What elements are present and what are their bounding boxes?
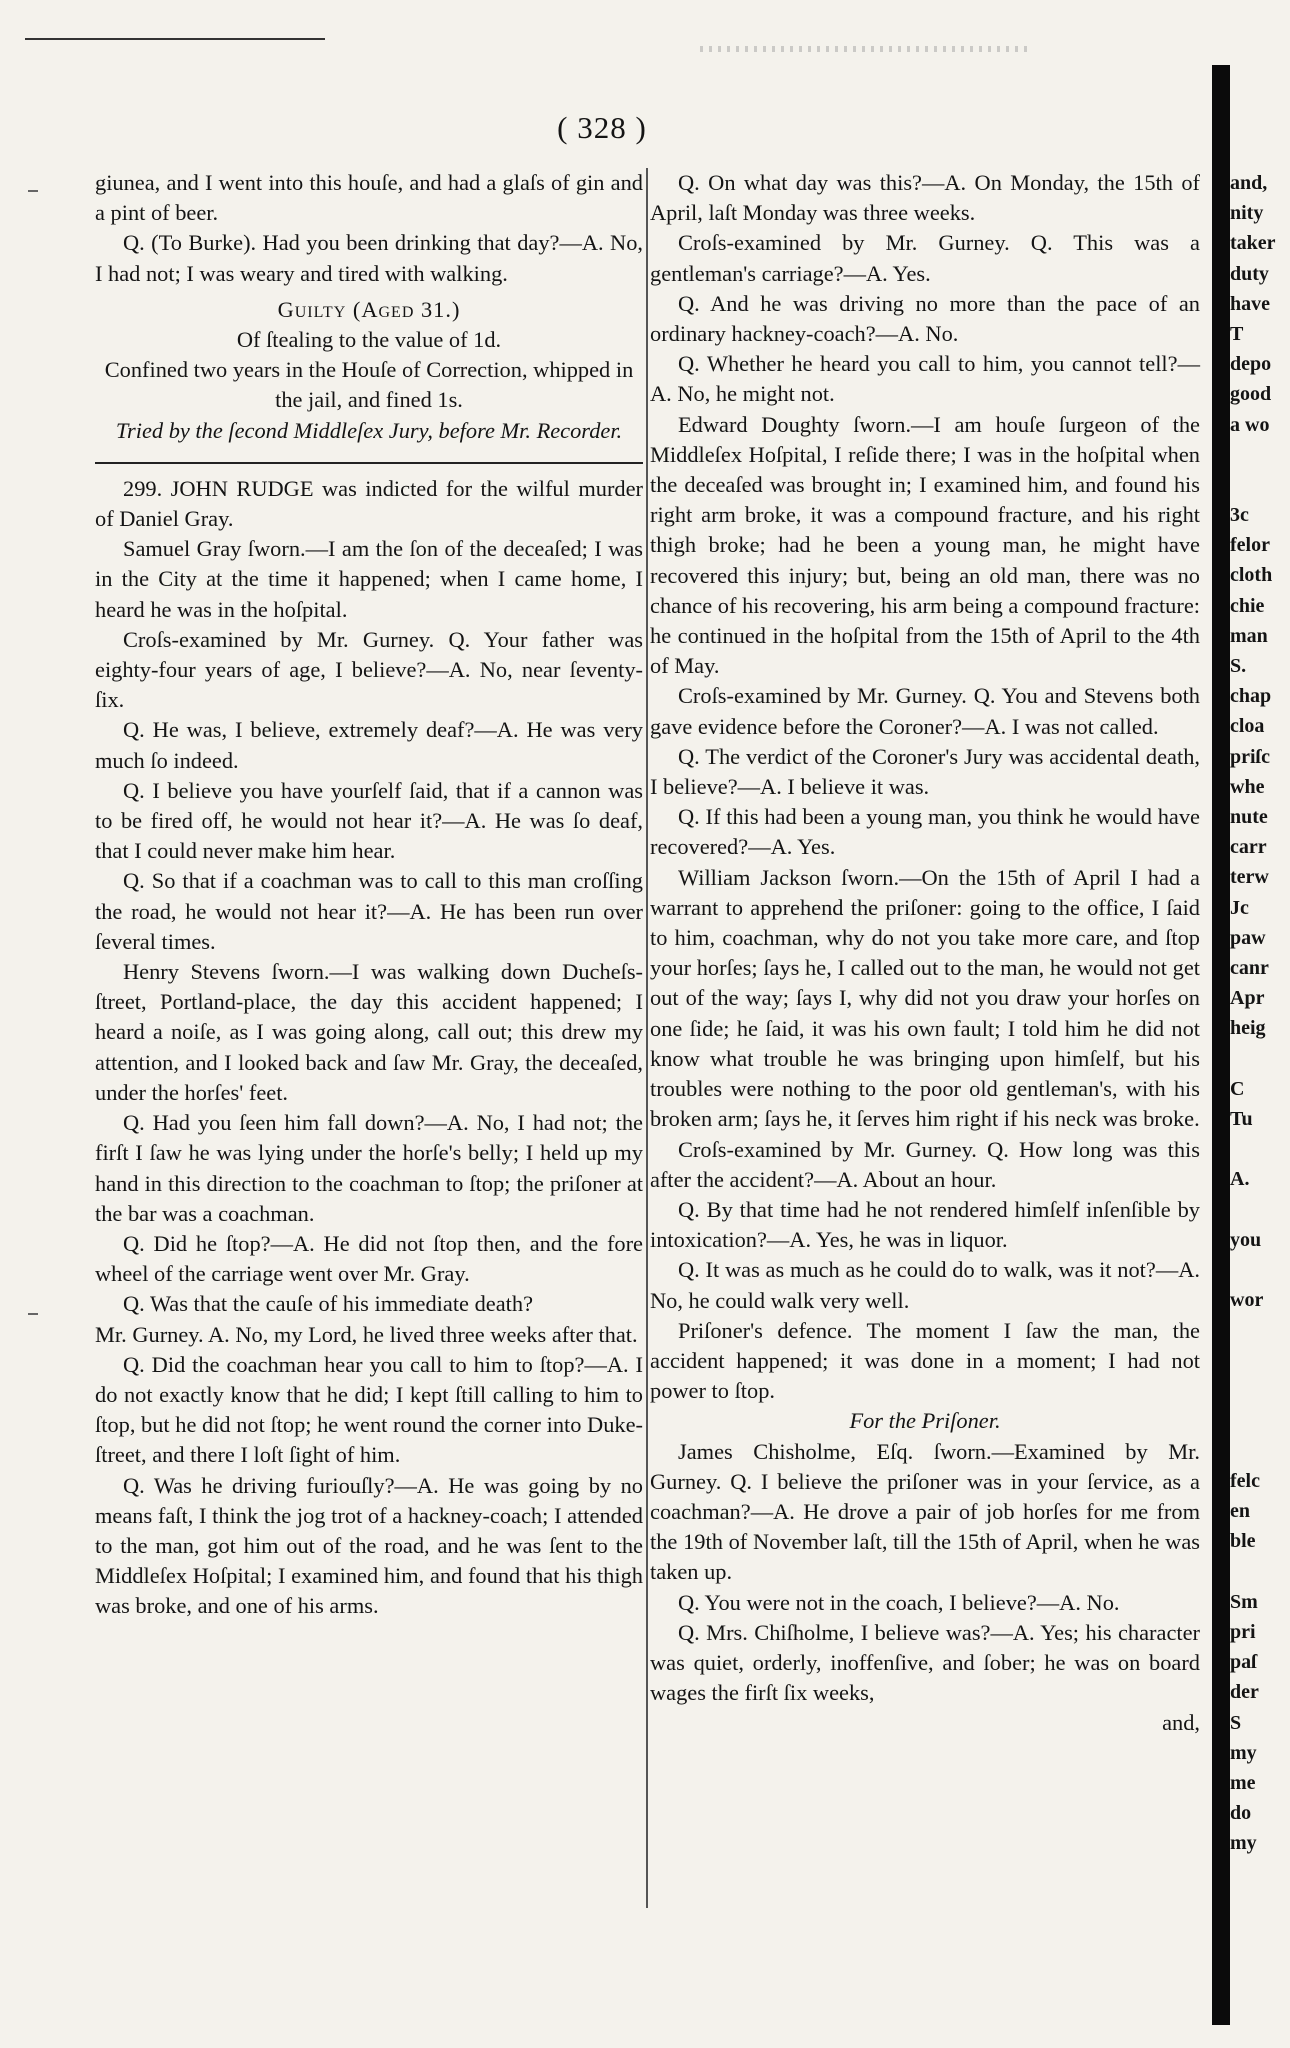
verdict-sentence: Confined two years in the Houſe of Correction, whipped in the jail, and fined 1s. <box>104 357 634 413</box>
adjacent-page-word <box>1230 1376 1290 1406</box>
testimony-paragraph: Q. Did he ſtop?—A. He did not ſtop then, and the fore wheel of the carriage went over Mr. Gray. <box>95 1230 643 1287</box>
adjacent-page-word: priſc <box>1230 745 1270 768</box>
adjacent-page-word: a wo <box>1230 413 1270 436</box>
adjacent-page-word: have <box>1230 292 1270 315</box>
testimony-paragraph: Q. The verdict of the Coroner's Jury was accidental death, I believe?—A. I believe it was. <box>650 743 1200 800</box>
verdict-jury: Tried by the ſecond Middleſex Jury, before Mr. Recorder. <box>115 417 623 443</box>
adjacent-page-word: C <box>1230 1077 1245 1100</box>
testimony-paragraph: William Jackson ſworn.—On the 15th of April I had a warrant to apprehend the priſoner: going to the office, I ſaid to him, coachman, why do not you take more care, and ſtop your horſes; ſays he, I called out to the man, he would not get out of the way; ſays I, why did not you draw your horſes on one ſide; he ſaid, it was his own fault; I told him he did not know what trouble he was bringing upon himſelf, but his troubles were nothing to the poor old gentleman's, with his broken arm; ſays he, it ſerves him right if his neck was broke. <box>650 864 1200 1132</box>
adjacent-page-word: canr <box>1230 956 1269 979</box>
testimony-paragraph: Q. You were not in the coach, I believe?—A. No. <box>678 1589 1120 1615</box>
adjacent-page-word: my <box>1230 1832 1257 1855</box>
adjacent-page-word: depo <box>1230 353 1272 376</box>
adjacent-page-word: nute <box>1230 805 1268 828</box>
adjacent-page-word: chie <box>1230 594 1265 617</box>
right-column <box>650 168 1200 1739</box>
testimony-paragraph: Q. On what day was this?—A. On Monday, the 15th of April, laſt Monday was three weeks. <box>650 170 1200 226</box>
adjacent-page-word: cloa <box>1230 715 1265 738</box>
case-heading: 299. JOHN RUDGE was indicted for the wilful murder of Daniel Gray. <box>95 475 643 532</box>
testimony-paragraph: Mr. Gurney. A. No, my Lord, he lived three weeks after that. <box>95 1321 638 1347</box>
adjacent-page-word: nity <box>1230 202 1264 225</box>
testimony-paragraph: Priſoner's defence. The moment I ſaw the man, the accident happened; it was done in a moment; I had not power to ſtop. <box>650 1317 1200 1404</box>
adjacent-page-word <box>1230 470 1290 500</box>
verdict-guilty: Guilty (Aged 31.) <box>277 296 461 322</box>
adjacent-page-word: do <box>1230 1802 1252 1825</box>
testimony-paragraph: Croſs-examined by Mr. Gurney. Q. How long was this after the accident?—A. About an hour. <box>650 1136 1200 1192</box>
adjacent-page-word: duty <box>1230 262 1269 285</box>
adjacent-page-word <box>1230 440 1290 470</box>
print-smudge <box>700 46 1030 52</box>
catchword: and, <box>1162 1710 1200 1736</box>
adjacent-page-word: felc <box>1230 1470 1260 1493</box>
verdict-block <box>95 295 643 446</box>
adjacent-page-word <box>1230 1436 1290 1466</box>
testimony-paragraph: James Chisholme, Eſq. ſworn.—Examined by Mr. Gurney. Q. I believe the priſoner was in your ſervice, as a coachman?—A. He drove a pair of job horſes for me from the 19th of November laſt, till the 15th of April, when he was taken up. <box>650 1438 1200 1585</box>
testimony-paragraph: Croſs-examined by Mr. Gurney. Q. You and Stevens both gave evidence before the Coroner?—A. I was not called. <box>650 683 1200 739</box>
adjacent-page-word: me <box>1230 1771 1256 1794</box>
testimony-paragraph: Q. If this had been a young man, you think he would have recovered?—A. Yes. <box>650 804 1200 860</box>
adjacent-page-word: paw <box>1230 926 1266 949</box>
testimony-paragraph: Q. It was as much as he could do to walk, was it not?—A. No, he could walk very well. <box>650 1257 1200 1313</box>
testimony-paragraph: Edward Doughty ſworn.—I am houſe ſurgeon of the Middleſex Hoſpital, I reſide there; I was in the hoſpital when the deceaſed was brought in; I examined him, and found his right arm broke, it was a compound fracture, and his right thigh broke; had he been a young man, he might have recovered this injury; but, being an old man, there was no chance of his recovering, his arm being a compound fracture: he continued in the hoſpital from the 15th of April to the 4th of May. <box>650 411 1200 679</box>
page-number: ( 328 ) <box>557 110 647 145</box>
testimony-paragraph: Q. Whether he heard you call to him, you cannot tell?—A. No, he might not. <box>650 351 1200 407</box>
testimony-paragraph: Q. Mrs. Chiſholme, I believe was?—A. Yes; his character was quiet, orderly, inoffenſive, and ſober; he was on board wages the firſt ſix weeks, <box>650 1619 1200 1706</box>
testimony-paragraph: Q. Did the coachman hear you call to him to ſtop?—A. I do not exactly know that he did; I kept ſtill calling to him to ſtop, but he did not ſtop; he went round the corner into Duke-ſtreet, and there I loſt ſight of him. <box>95 1351 643 1468</box>
for-the-prisoner-heading: For the Priſoner. <box>849 1408 1001 1434</box>
testimony-paragraph: Q. So that if a coachman was to call to this man croſſing the road, he would not hear it?—A. He has been run over ſeveral times. <box>95 868 643 954</box>
testimony-paragraph: Croſs-examined by Mr. Gurney. Q. Your father was eighty-four years of age, I believe?—A. No, near ſeventy-ſix. <box>95 626 643 713</box>
adjacent-page-word: Tu <box>1230 1107 1253 1130</box>
continued-text: giunea, and I went into this houſe, and had a glaſs of gin and a pint of beer. <box>95 170 643 226</box>
adjacent-page-word: carr <box>1230 836 1267 859</box>
adjacent-page-word <box>1230 1134 1290 1164</box>
testimony-paragraph: Q. He was, I believe, extremely deaf?—A. He was very much ſo indeed. <box>95 717 643 773</box>
adjacent-page-word <box>1230 1557 1290 1587</box>
adjacent-page-word: heig <box>1230 1017 1266 1040</box>
left-column <box>95 168 643 1622</box>
testimony-paragraph: Q. Was that the cauſe of his immediate death? <box>123 1291 534 1317</box>
book-binding-gutter <box>1212 65 1230 2025</box>
adjacent-page-word: Sm <box>1230 1590 1258 1613</box>
question-to-burke: Q. (To Burke). Had you been drinking that day?—A. No, I had not; I was weary and tired with walking. <box>95 230 643 286</box>
adjacent-page-word: A. <box>1230 1168 1250 1191</box>
top-rule <box>25 38 325 40</box>
adjacent-page-word: whe <box>1230 775 1265 798</box>
adjacent-page-word: you <box>1230 1228 1262 1251</box>
adjacent-page-word: taker <box>1230 232 1276 255</box>
adjacent-page-word <box>1230 1315 1290 1345</box>
adjacent-page-word: der <box>1230 1681 1259 1704</box>
adjacent-page-word: S <box>1230 1711 1242 1734</box>
adjacent-page-word: chap <box>1230 685 1272 708</box>
adjacent-page-word <box>1230 1406 1290 1436</box>
verdict-offence: Of ſtealing to the value of 1d. <box>236 327 502 353</box>
testimony-paragraph: Q. Had you ſeen him fall down?—A. No, I had not; the firſt I ſaw he was lying under the horſe's belly; I held up my hand in this direction to the coachman to ſtop; the priſoner at the bar was a coachman. <box>95 1110 643 1226</box>
column-divider <box>646 168 648 1908</box>
adjacent-page-word: felor <box>1230 534 1270 557</box>
adjacent-page-word: man <box>1230 624 1268 647</box>
adjacent-page-word <box>1230 1255 1290 1285</box>
adjacent-page-word <box>1230 1345 1290 1375</box>
adjacent-page-word: 3c <box>1230 504 1249 527</box>
testimony-paragraph: Q. By that time had he not rendered himſelf inſenſible by intoxication?—A. Yes, he was in liquor. <box>650 1196 1200 1253</box>
adjacent-page-word: terw <box>1230 866 1269 889</box>
margin-mark <box>28 190 38 192</box>
testimony-paragraph: Q. I believe you have yourſelf ſaid, that if a cannon was to be fired off, he would not hear it?—A. He was ſo deaf, that I could never make him hear. <box>95 777 643 864</box>
adjacent-page-word: cloth <box>1230 564 1273 587</box>
adjacent-page-word <box>1230 1043 1290 1073</box>
adjacent-page-word: Jc <box>1230 896 1249 919</box>
testimony-paragraph: Croſs-examined by Mr. Gurney. Q. This was a gentleman's carriage?—A. Yes. <box>650 230 1200 286</box>
adjacent-page-word: S. <box>1230 655 1247 677</box>
adjacent-page-word: en <box>1230 1500 1250 1523</box>
margin-mark <box>28 1313 38 1315</box>
section-divider <box>95 462 643 464</box>
adjacent-page-word: pri <box>1230 1621 1256 1643</box>
testimony-paragraph: Q. And he was driving no more than the pace of an ordinary hackney-coach?—A. No. <box>650 290 1200 347</box>
adjacent-page-word: paſ <box>1230 1651 1257 1674</box>
adjacent-page-word: good <box>1230 383 1272 406</box>
adjacent-page-word: Apr <box>1230 987 1265 1010</box>
testimony-paragraph: Samuel Gray ſworn.—I am the ſon of the deceaſed; I was in the City at the time it happened; when I came home, I heard he was in the hoſpital. <box>95 536 643 622</box>
adjacent-page-word: T <box>1230 322 1244 345</box>
testimony-paragraph: Henry Stevens ſworn.—I was walking down Ducheſs-ſtreet, Portland-place, the day this accident happened; I heard a noiſe, as I was going along, call out; this drew my attention, and I looked back and ſaw Mr. Gray, the deceaſed, under the horſes' feet. <box>95 959 643 1105</box>
adjacent-page-word: ble <box>1230 1530 1256 1553</box>
adjacent-page-fragment <box>1230 168 1290 2018</box>
testimony-paragraph: Q. Was he driving furiouſly?—A. He was going by no means faſt, I think the jog trot of a hackney-coach; I attended to the man, got him out of the road, and he was ſent to the Middleſex Hoſpital; I examined him, and found that his thigh was broke, and one of his arms. <box>95 1472 643 1619</box>
adjacent-page-word: my <box>1230 1741 1257 1764</box>
adjacent-page-word: and, <box>1230 172 1268 194</box>
adjacent-page-word <box>1230 1194 1290 1224</box>
adjacent-page-word: wor <box>1230 1288 1264 1311</box>
